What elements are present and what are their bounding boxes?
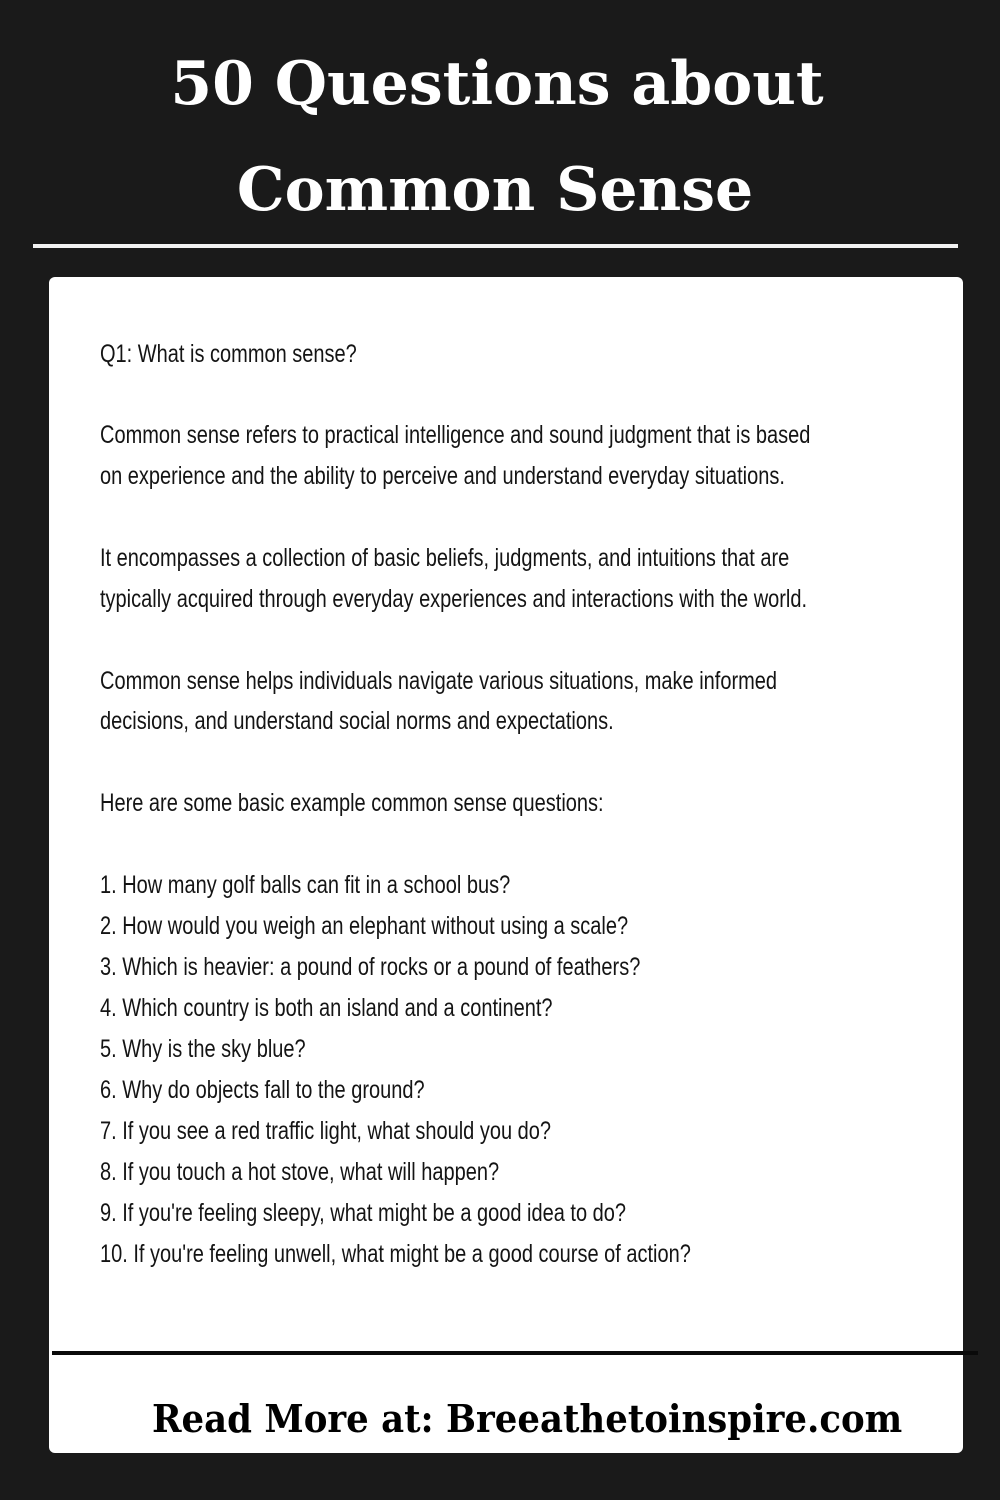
page-title-line-1: 50 Questions about — [170, 49, 824, 119]
paragraph-2-line-2: typically acquired through everyday experiences and interactions with the world. — [100, 585, 808, 613]
paragraph-1-line-1: Common sense refers to practical intelligence and sound judgment that is based — [100, 421, 811, 449]
list-item: 7. If you see a red traffic light, what should you do? — [100, 1117, 552, 1145]
list-item: 2. How would you weigh an elephant without using a scale? — [100, 912, 629, 940]
paragraph-3-line-2: decisions, and understand social norms and expectations. — [100, 707, 614, 735]
list-item: 4. Which country is both an island and a continent? — [100, 994, 553, 1022]
list-item: 3. Which is heavier: a pound of rocks or a pound of feathers? — [100, 953, 641, 981]
list-item: 1. How many golf balls can fit in a school bus? — [100, 871, 511, 899]
paragraph-3-line-1: Common sense helps individuals navigate various situations, make informed — [100, 667, 778, 695]
read-more-link[interactable]: Read More at: Breeathetoinspire.com — [152, 1396, 903, 1441]
list-item: 6. Why do objects fall to the ground? — [100, 1076, 425, 1104]
list-item: 8. If you touch a hot stove, what will happen? — [100, 1158, 500, 1186]
list-item: 10. If you're feeling unwell, what might be a good course of action? — [100, 1240, 691, 1268]
paragraph-2-line-1: It encompasses a collection of basic beliefs, judgments, and intuitions that are — [100, 544, 790, 572]
page-title-line-2: Common Sense — [236, 155, 754, 225]
list-item: 9. If you're feeling sleepy, what might be a good idea to do? — [100, 1199, 627, 1227]
paragraph-1-line-2: on experience and the ability to perceive and understand everyday situations. — [100, 462, 785, 490]
footer-divider — [52, 1351, 978, 1355]
list-intro: Here are some basic example common sense questions: — [100, 789, 604, 817]
title-divider — [33, 244, 958, 248]
question-heading: Q1: What is common sense? — [100, 340, 357, 368]
list-item: 5. Why is the sky blue? — [100, 1035, 306, 1063]
